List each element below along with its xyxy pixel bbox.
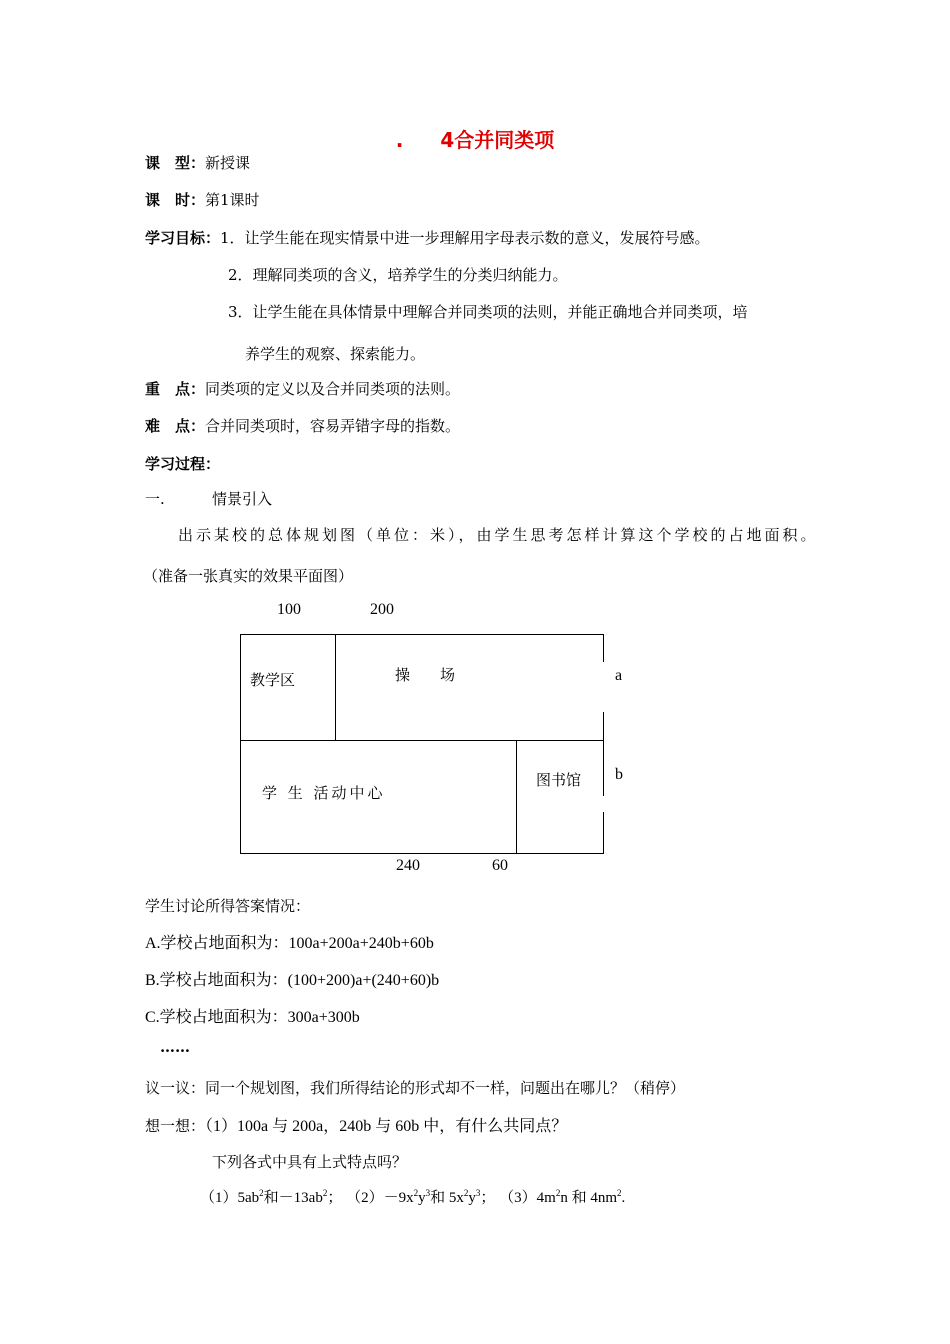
difficulty-label: 难 点： xyxy=(145,417,206,435)
expr3-exp-a: 2 xyxy=(555,1188,561,1198)
answer-a: A.学校占地面积为：100a+200a+240b+60b xyxy=(145,935,434,952)
type-line xyxy=(145,152,250,173)
goals-line-1 xyxy=(145,227,710,248)
goal-3-cont: 养学生的观察、探索能力。 xyxy=(245,345,426,363)
intro-text: 出示某校的总体规划图（单位：米），由学生思考怎样计算这个学校的占地面积。 xyxy=(178,526,819,544)
expr3-b: n 和 4nm xyxy=(560,1190,617,1206)
plan-bottom-divider xyxy=(516,740,517,854)
expr3-a: （3）4m xyxy=(499,1190,556,1206)
expr2-exp-c: 2 xyxy=(463,1188,469,1198)
dim-a: a xyxy=(615,667,623,684)
plan-top-divider xyxy=(335,634,336,740)
expr2-exp-d: 3 xyxy=(475,1188,481,1198)
title-number: 4 xyxy=(440,128,455,152)
expr1-exp-a: 2 xyxy=(259,1188,264,1198)
ellipsis: …… xyxy=(160,1038,190,1056)
key-point-text: 同类项的定义以及合并同类项的法则。 xyxy=(205,380,461,398)
expr3-exp-b: 2 xyxy=(617,1188,622,1198)
time-line xyxy=(145,189,260,210)
expr2-b: y xyxy=(418,1190,426,1206)
difficulty-text: 合并同类项时，容易弄错字母的指数。 xyxy=(205,417,461,435)
expression-list xyxy=(200,1186,625,1207)
dim-60: 60 xyxy=(492,857,508,874)
plan-right-border-1 xyxy=(603,634,604,662)
intro-note: （准备一张真实的效果平面图） xyxy=(143,567,354,585)
discuss-line: 议一议：同一个规划图，我们所得结论的形式却不一样，问题出在哪儿？（稍停） xyxy=(145,1079,686,1097)
expr1-exp-b: 2 xyxy=(322,1188,328,1198)
title-prefix: . xyxy=(395,128,404,152)
expr3-end: . xyxy=(621,1190,626,1206)
campus-plan xyxy=(240,634,604,854)
plan-middle-divider xyxy=(240,740,604,741)
answer-b: B.学校占地面积为：(100+200)a+(240+60)b xyxy=(145,972,440,989)
title-text: 合并同类项 xyxy=(454,128,555,152)
expr2-exp-a: 2 xyxy=(413,1188,419,1198)
plan-bottom-border xyxy=(240,853,604,854)
time-value: 第1课时 xyxy=(205,191,260,209)
section-number: 一. xyxy=(145,490,165,508)
page-title xyxy=(0,124,950,153)
region-library: 图书馆 xyxy=(536,771,582,789)
goal-2: 2．理解同类项的含义，培养学生的分类归纳能力。 xyxy=(228,266,568,284)
goal-3: 3．让学生能在具体情景中理解合并同类项的法则，并能正确地合并同类项，培 xyxy=(228,303,748,321)
plan-right-border-3 xyxy=(603,812,604,854)
difficulty-line xyxy=(145,415,460,436)
plan-left-border xyxy=(240,634,241,854)
dim-b: b xyxy=(615,766,623,783)
plan-right-border-2 xyxy=(603,712,604,796)
expr2-d: y xyxy=(468,1190,476,1206)
expr2-end: ； xyxy=(480,1190,496,1206)
discussion-heading: 学生讨论所得答案情况： xyxy=(145,897,311,915)
region-activity-center: 学 生 活动中心 xyxy=(262,784,386,802)
region-teaching: 教学区 xyxy=(250,671,296,689)
process-label: 学习过程： xyxy=(145,455,221,473)
expr1-b: 和－13ab xyxy=(263,1190,323,1206)
expr2-a: （2）－9x xyxy=(346,1190,414,1206)
plan-top-border xyxy=(240,634,604,635)
expr2-exp-b: 3 xyxy=(425,1188,431,1198)
type-label: 课 型： xyxy=(145,154,206,172)
think-q2: 下列各式中具有上式特点吗？ xyxy=(212,1153,408,1171)
think-q1: （1）100a 与 200a，240b 与 60b 中，有什么共同点？ xyxy=(205,1118,568,1135)
dim-240: 240 xyxy=(396,857,420,874)
region-playground: 操 场 xyxy=(395,666,456,684)
goal-1: 1．让学生能在现实情景中进一步理解用字母表示数的意义，发展符号感。 xyxy=(220,229,710,247)
key-point-line xyxy=(145,378,460,399)
section-title: 情景引入 xyxy=(212,490,273,508)
expr1-end: ； xyxy=(327,1190,343,1206)
think-label: 想一想： xyxy=(145,1117,206,1135)
dim-100: 100 xyxy=(277,601,301,618)
expr2-c: 和 5x xyxy=(430,1190,464,1206)
type-value: 新授课 xyxy=(205,154,251,172)
goals-label: 学习目标： xyxy=(145,229,221,247)
time-label: 课 时： xyxy=(145,191,206,209)
expr1-a: （1）5ab xyxy=(200,1190,260,1206)
think-line xyxy=(145,1113,567,1136)
answer-c: C.学校占地面积为：300a+300b xyxy=(145,1009,360,1026)
dim-200: 200 xyxy=(370,601,394,618)
key-point-label: 重 点： xyxy=(145,380,206,398)
